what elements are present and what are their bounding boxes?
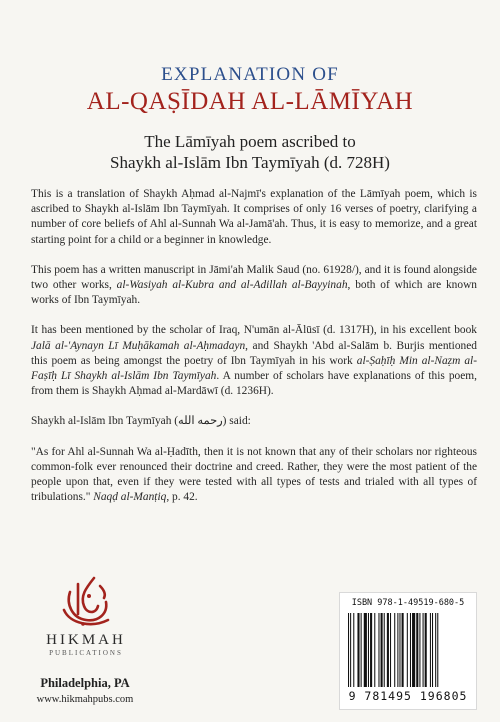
paragraph-3-book-title-1: Jalā al-'Aynayn Lī Muḥākamah al-Aḥmadayn xyxy=(31,339,246,352)
paragraph-3-text-end: . A number of scholars have explanations of this poem, from them is Shaykh Aḥmad al-Mardāwī (d. 1236H). xyxy=(31,370,477,398)
quote-page: , p. 42. xyxy=(166,491,198,504)
publisher-website[interactable]: www.hikmahpubs.com xyxy=(36,694,134,705)
quote-source: Naqḍ al-Manṭiq xyxy=(93,491,167,504)
paragraph-4 xyxy=(31,414,477,429)
calligraphy-logo-icon xyxy=(56,574,116,630)
publisher-city: Philadelphia, PA xyxy=(40,676,130,690)
paragraph-3 xyxy=(31,323,477,399)
quote-text: "As for Ahl al-Sunnah Wa al-Ḥadīth, then it is not known that any of their scholars nor righteous common-folk ever renounced their doctrine and creed. Rather, they were the most patient of the people upon that, even if they were tested with all types of tests and trialed with all types of tribulations." xyxy=(31,445,477,504)
publisher-tagline: PUBLICATIONS xyxy=(49,649,123,657)
paragraph-1-text: This is a translation of Shaykh Aḥmad al-Najmī's explanation of the Lāmīyah poem, which is ascribed to Shaykh al-Islām Ibn Taymīyah. It comprises of only 16 verses of poetry, clarifying a number of core beliefs of Ahl al-Sunnah Wa al-Jamā'ah. Thus, it is easy to memorize, and a great starting point for a child or a beginner in knowledge. xyxy=(31,188,477,246)
paragraph-2-text: This poem has a written manuscript in Jāmi'ah Malik Saud (no. 61928/), and it is found alongside two other works, xyxy=(31,263,477,292)
paragraph-1 xyxy=(31,187,477,248)
paragraph-4-text: Shaykh al-Islām Ibn Taymīyah (رحمه الله) said: xyxy=(31,415,251,428)
isbn-barcode xyxy=(339,592,477,710)
paragraph-3-text: It has been mentioned by the scholar of Iraq, N'umān al-Ālūsī (d. 1317H), in his excellent book xyxy=(31,324,477,337)
isbn-label: ISBN 978-1-49519-680-5 xyxy=(351,598,465,608)
barcode-number: 9 781495 196805 xyxy=(348,689,468,703)
barcode-bars xyxy=(346,613,470,689)
publisher-logo xyxy=(26,574,146,657)
publisher-name: HIKMAH xyxy=(46,632,126,648)
paragraph-3-book-title-2: al-Ṣaḥīḥ Min al-Naẓm al-Faṣīḥ Lī Shaykh al-Islām Ibn Taymīyah xyxy=(31,354,478,383)
paragraph-2-work-titles: al-Wasiyah al-Kubra and al-Adillah al-Bayyinah xyxy=(116,279,348,292)
paragraph-3-text-mid: , and Shaykh 'Abd al-Salām b. Burjis mentioned this poem as being amongst the poetry of Ibn Taymīyah in his work xyxy=(31,339,477,367)
description xyxy=(31,187,477,520)
subtitle-line-2: Shaykh al-Islām Ibn Taymīyah (d. 728H) xyxy=(110,153,390,172)
title-line-2: AL-QAṢĪDAH AL-LĀMĪYAH xyxy=(86,88,414,115)
title-line-1: EXPLANATION OF xyxy=(161,64,339,85)
subtitle-line-1: The Lāmīyah poem ascribed to xyxy=(144,132,356,151)
paragraph-2-text-end: , both of which are known works of Ibn Taymīyah. xyxy=(31,279,477,307)
paragraph-2 xyxy=(31,263,477,309)
quote xyxy=(31,445,477,506)
